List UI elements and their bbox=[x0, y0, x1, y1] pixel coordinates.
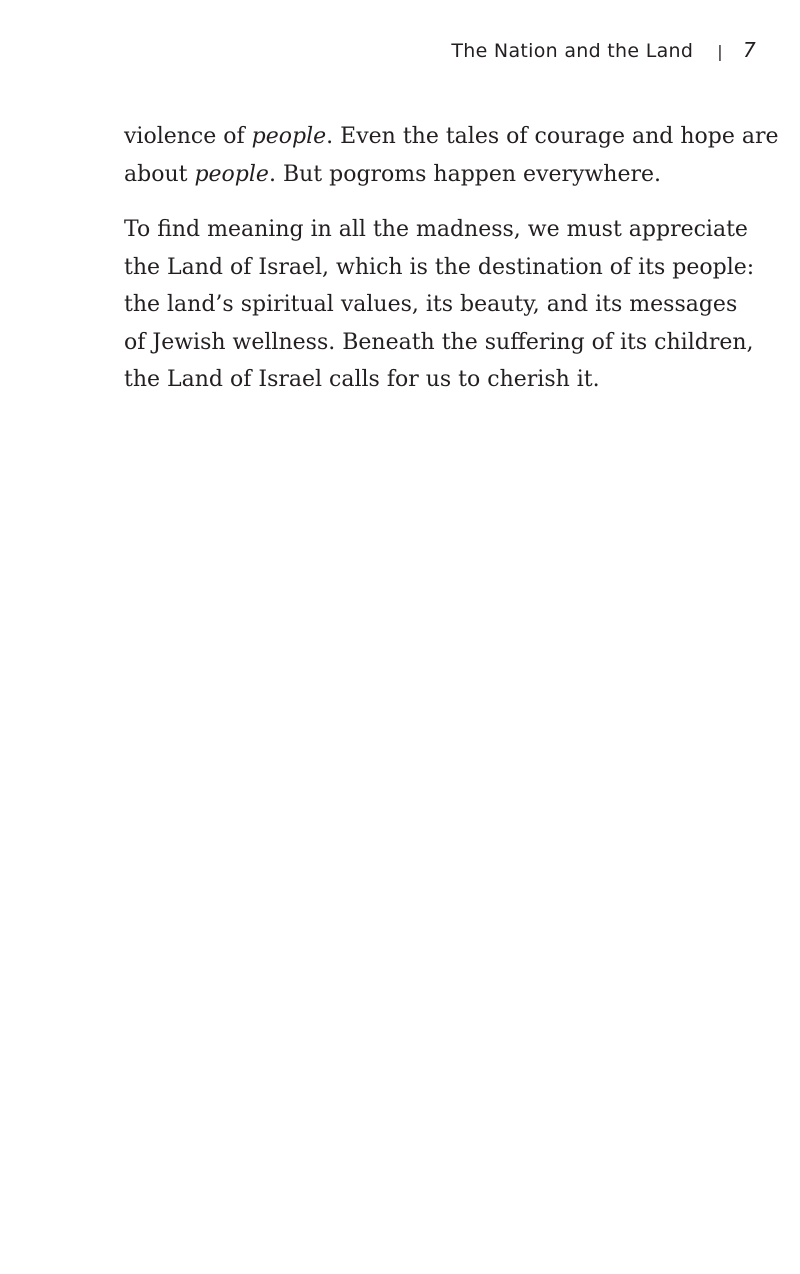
page-number: 7 bbox=[742, 38, 756, 62]
emphasis: people bbox=[194, 161, 269, 187]
paragraph-2-line-3: the land’s spiritual values, its beauty, and its messages bbox=[124, 292, 738, 317]
text-run: about bbox=[124, 161, 195, 187]
paragraph-2-line-1: To find meaning in all the madness, we must appreciate bbox=[124, 217, 748, 242]
paragraph-1-line-1 bbox=[124, 118, 779, 156]
paragraph-1-line-2 bbox=[124, 156, 700, 194]
paragraph-1 bbox=[124, 118, 779, 193]
text-run: violence of bbox=[124, 124, 252, 149]
running-title: The Nation and the Land bbox=[451, 40, 694, 62]
running-head bbox=[451, 38, 756, 62]
paragraph-2-line-4: of Jewish wellness. Beneath the suffering of its children, bbox=[124, 329, 754, 355]
body-text bbox=[124, 118, 779, 417]
paragraph-2 bbox=[124, 211, 755, 399]
paragraph-2-line-5: the Land of Israel calls for us to cherish it. bbox=[124, 367, 600, 392]
text-run: . Even the tales of courage and hope are bbox=[326, 124, 779, 149]
header-separator: | bbox=[717, 42, 723, 61]
text-run: . But pogroms happen everywhere. bbox=[268, 161, 662, 187]
emphasis: people bbox=[251, 124, 327, 149]
paragraph-2-line-2: the Land of Israel, which is the destination of its people: bbox=[124, 254, 755, 280]
